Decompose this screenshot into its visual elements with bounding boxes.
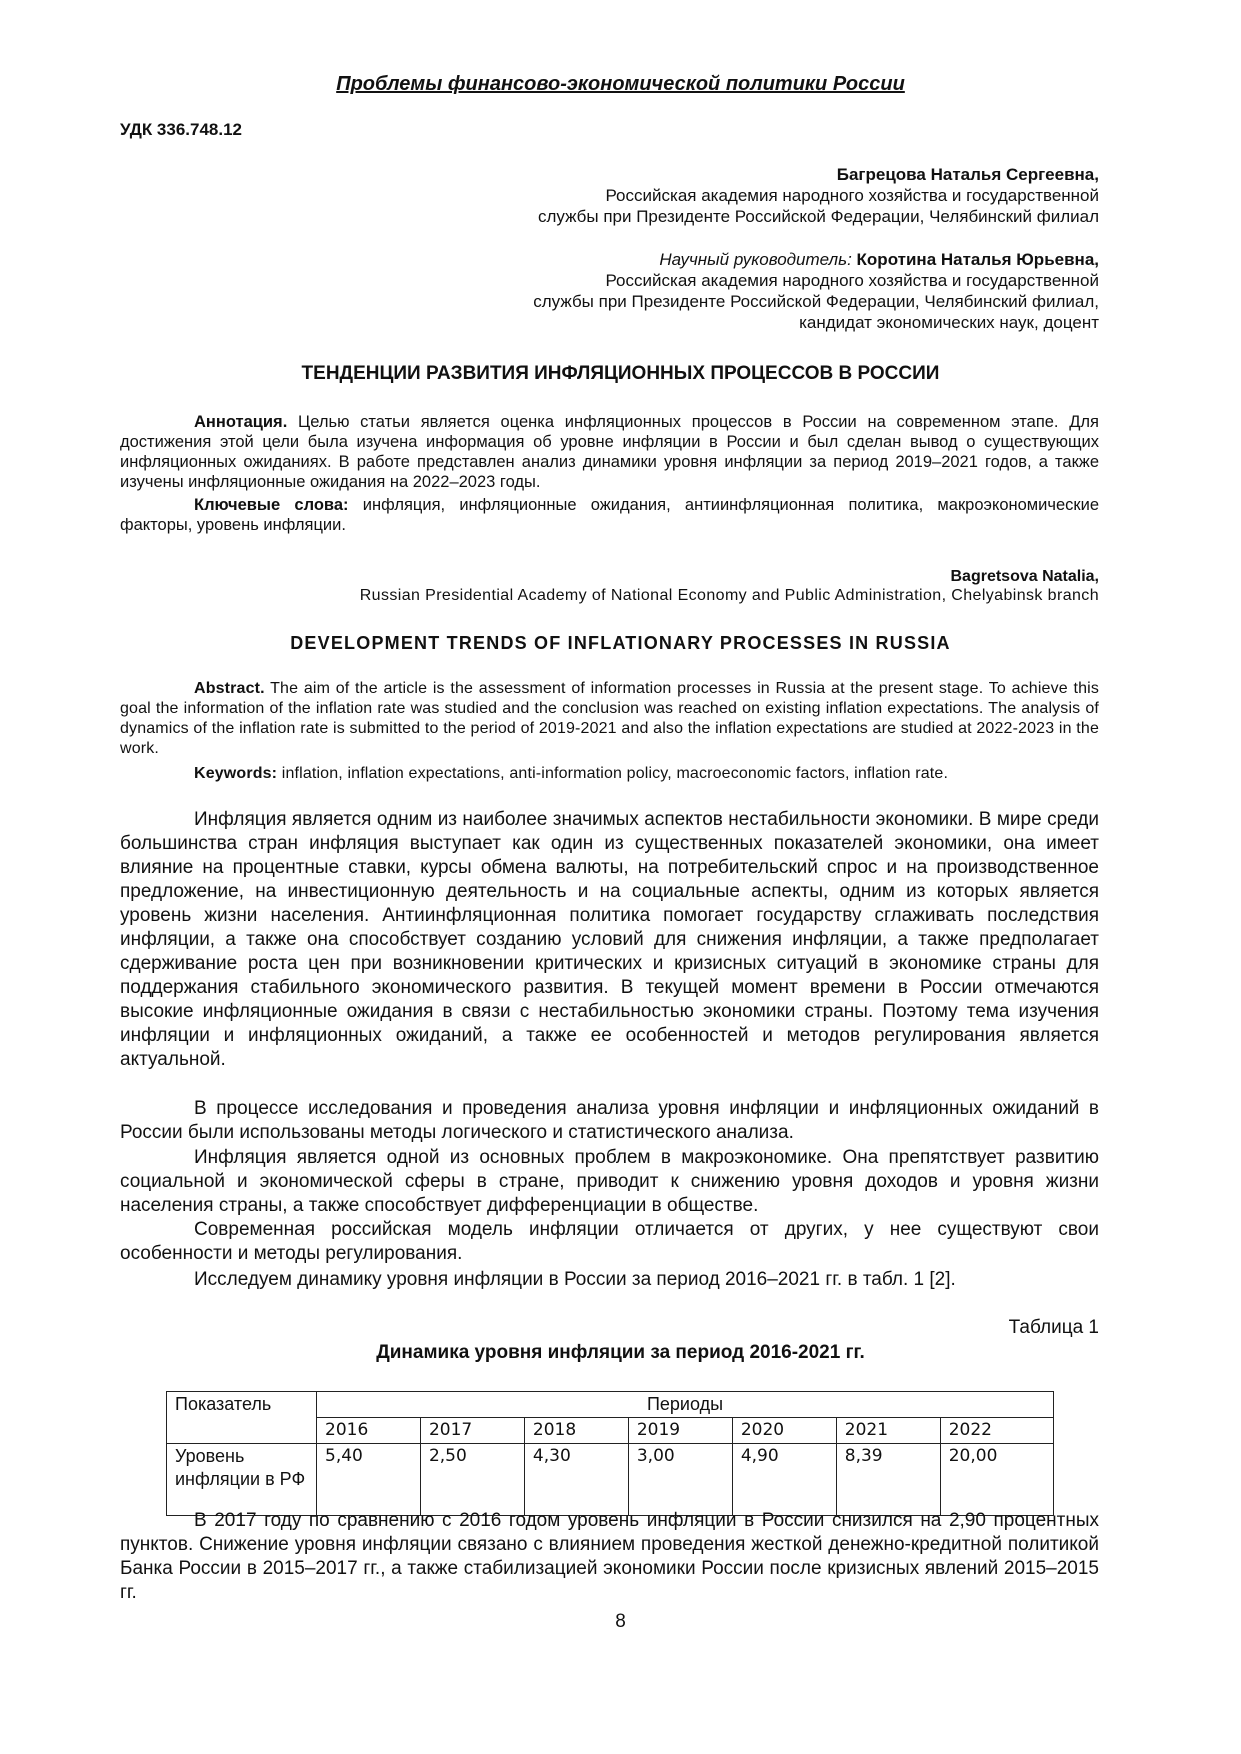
- body-paragraph-4: Современная российская модель инфляции отличается от других, у нее существуют свои особенности и методы регулирования.: [120, 1219, 1099, 1264]
- value-cell: 2,50: [420, 1444, 524, 1516]
- author-en-name: Bagretsova Natalia,: [950, 568, 1099, 585]
- annotation-text: Целью статьи является оценка инфляционных процессов в России на современном этапе. Для достижения этой цели была изучена информация об уровне инфляции в России и был сделан вывод о существующих инфляционных ожиданиях. В работе представлен анализ динамики уровня инфляции за период 2019–2021 годов, а также изучены инфляционные ожидания на 2022–2023 годы.: [120, 413, 1099, 491]
- keywords-en: [120, 764, 1099, 784]
- author-en-affiliation: Russian Presidential Academy of National Economy and Public Administration, Chelyabinsk branch: [359, 587, 1099, 604]
- journal-header: Проблемы финансово-экономической политики России: [336, 73, 905, 95]
- keywords-en-label: Keywords:: [194, 765, 278, 782]
- supervisor-block: [533, 249, 1099, 333]
- row-label: Уровень инфляции в РФ: [167, 1444, 317, 1516]
- keywords-ru: [120, 495, 1099, 535]
- supervisor-line: [533, 249, 1099, 270]
- table-label: Таблица 1: [1008, 1317, 1099, 1338]
- udk-code: УДК 336.748.12: [120, 120, 243, 139]
- abstract-en-text: The aim of the article is the assessment of information processes in Russia at the present stage. To achieve this goal the information of the inflation rate was studied and the conclusion was reached on existing inflation expectations. The analysis of dynamics of the inflation rate is submitted to the period of 2019-2021 and also the inflation expectations are studied at 2022-2023 in the work.: [120, 680, 1099, 757]
- keywords-ru-label: Ключевые слова:: [194, 496, 349, 514]
- year-cell: 2017: [420, 1418, 524, 1444]
- table-header-row: [167, 1392, 1054, 1418]
- year-cell: 2020: [732, 1418, 836, 1444]
- supervisor-affiliation-1: Российская академия народного хозяйства и государственной: [605, 271, 1099, 290]
- page-number: 8: [615, 1611, 626, 1632]
- year-cell: 2016: [317, 1418, 421, 1444]
- keywords-ru-text: инфляция, инфляционные ожидания, антиинфляционная политика, макроэкономические факторы, уровень инфляции.: [120, 496, 1100, 534]
- table-row: [167, 1444, 1054, 1516]
- abstract-en: [120, 679, 1099, 759]
- body-paragraph-2: В процессе исследования и проведения анализа уровня инфляции и инфляционных ожиданий в России были использованы методы логического и статистического анализа.: [120, 1098, 1099, 1143]
- supervisor-degree: кандидат экономических наук, доцент: [799, 313, 1099, 332]
- year-cell: 2019: [628, 1418, 732, 1444]
- value-cell: 8,39: [836, 1444, 940, 1516]
- supervisor-affiliation-2: службы при Президенте Российской Федерации, Челябинский филиал,: [533, 292, 1099, 311]
- indicator-header: Показатель: [167, 1392, 317, 1444]
- annotation: [120, 412, 1099, 492]
- body-paragraph-6: В 2017 году по сравнению с 2016 годом уровень инфляции в России снизился на 2,90 процентных пунктов. Снижение уровня инфляции связано с влиянием проведения жесткой денежно-кредитной политикой Банка России в 2015–2017 гг., а также стабилизацией экономики России после кризисных явлений 2015–2015 гг.: [120, 1510, 1099, 1603]
- year-cell: 2022: [940, 1418, 1053, 1444]
- keywords-en-text: inflation, inflation expectations, anti-information policy, macroeconomic factors, inflation rate.: [281, 765, 949, 782]
- year-cell: 2018: [524, 1418, 628, 1444]
- body-paragraph-5: Исследуем динамику уровня инфляции в России за период 2016–2021 гг. в табл. 1 [2].: [194, 1269, 956, 1290]
- title-ru: ТЕНДЕНЦИИ РАЗВИТИЯ ИНФЛЯЦИОННЫХ ПРОЦЕССОВ В РОССИИ: [301, 363, 940, 384]
- year-cell: 2021: [836, 1418, 940, 1444]
- abstract-en-label: Abstract.: [194, 680, 265, 697]
- value-cell: 20,00: [940, 1444, 1053, 1516]
- author-affiliation-1: Российская академия народного хозяйства и государственной: [605, 186, 1099, 205]
- value-cell: 4,90: [732, 1444, 836, 1516]
- supervisor-role: Научный руководитель:: [659, 250, 852, 269]
- value-cell: 4,30: [524, 1444, 628, 1516]
- body-paragraph-1: Инфляция является одним из наиболее значимых аспектов нестабильности экономики. В мире среди большинства стран инфляция выступает как один из существенных показателей экономики, она имеет влияние на процентные ставки, курсы обмена валюты, на потребительский спрос и на производственное предложение, на инвестиционную деятельность и на социальные аспекты, одним из которых является уровень жизни населения. Антиинфляционная политика помогает государству сглаживать последствия инфляции, а также она способствует созданию условий для снижения инфляции, а также предполагает сдерживание роста цен при возникновении критических и кризисных ситуаций в экономике страны для поддержания стабильного экономического развития. В текущей момент времени в России отмечаются высокие инфляционные ожидания в связи с нестабильностью экономики страны. Поэтому тема изучения инфляции и инфляционных ожиданий, а также ее особенностей и методов регулирования является актуальной.: [120, 809, 1099, 1070]
- author-name: Багрецова Наталья Сергеевна,: [836, 165, 1099, 184]
- author-block: [538, 164, 1099, 227]
- supervisor-name: Коротина Наталья Юрьевна,: [856, 250, 1099, 269]
- periods-header: Периоды: [317, 1392, 1054, 1418]
- author-affiliation-2: службы при Президенте Российской Федерации, Челябинский филиал: [537, 207, 1099, 226]
- annotation-label: Аннотация.: [194, 413, 288, 431]
- value-cell: 3,00: [628, 1444, 732, 1516]
- table-title: Динамика уровня инфляции за период 2016-2021 гг.: [376, 1342, 865, 1363]
- value-cell: 5,40: [317, 1444, 421, 1516]
- body-paragraph-3: Инфляция является одной из основных проблем в макроэкономике. Она препятствует развитию социальной и экономической сферы в стране, приводит к снижению уровня доходов и уровня жизни населения страны, а также способствует дифференциации в обществе.: [120, 1147, 1099, 1216]
- title-en: DEVELOPMENT TRENDS OF INFLATIONARY PROCESSES IN RUSSIA: [290, 633, 951, 653]
- inflation-table: [166, 1391, 1054, 1516]
